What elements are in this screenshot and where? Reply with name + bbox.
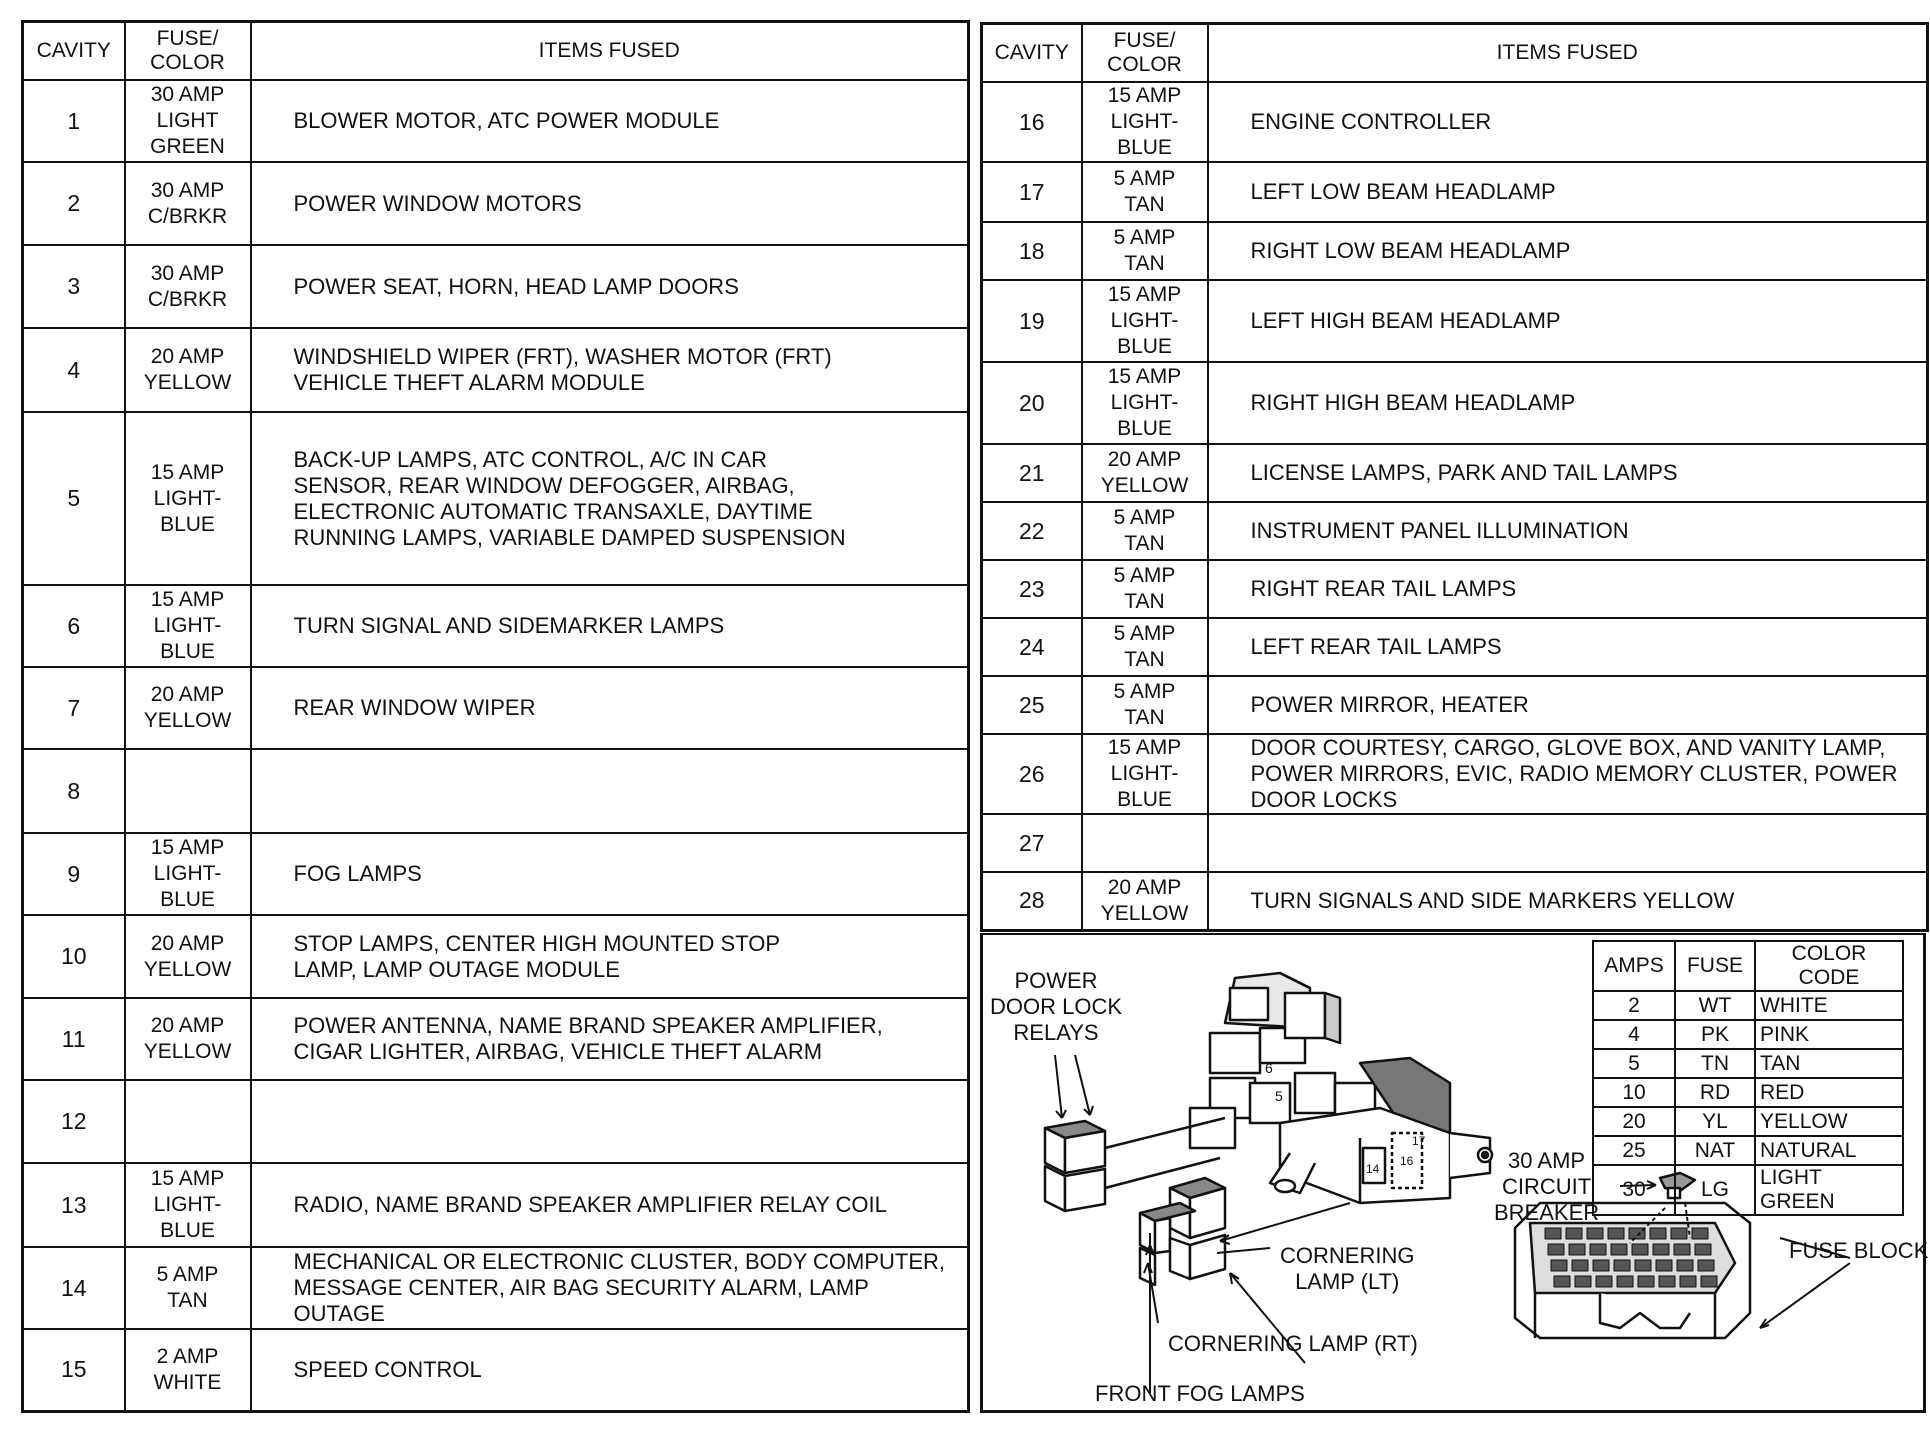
legend-amps: 25 [1593,1136,1675,1165]
items-fused: SPEED CONTROL [251,1329,969,1411]
cavity-number: 15 [23,1329,125,1411]
cavity-number: 5 [23,412,125,585]
fuse-slot [1569,1244,1585,1255]
fuse-rating: 20 AMP YELLOW [125,328,251,412]
cavity-mark-16: 16 [1400,1154,1414,1168]
table-header-row [23,22,969,81]
items-fused [1208,814,1928,872]
items-fused: REAR WINDOW WIPER [251,667,969,749]
fuse-rating: 5 AMP TAN [1082,222,1208,280]
items-fused: LEFT HIGH BEAM HEADLAMP [1208,280,1928,362]
fuse-rating: 20 AMP YELLOW [1082,872,1208,930]
legend-header-amps: AMPS [1593,941,1675,991]
items-fused: POWER ANTENNA, NAME BRAND SPEAKER AMPLIFIER, CIGAR LIGHTER, AIRBAG, VEHICLE THEFT ALARM [251,998,969,1080]
items-fused: RIGHT HIGH BEAM HEADLAMP [1208,362,1928,444]
header-cavity: CAVITY [982,24,1082,83]
table-row [23,915,969,998]
cavity-number: 26 [982,734,1082,814]
fuse-slot [1653,1244,1669,1255]
legend-row [1593,1136,1903,1165]
items-fused: LICENSE LAMPS, PARK AND TAIL LAMPS [1208,444,1928,502]
table-row [982,222,1928,280]
items-fused: POWER SEAT, HORN, HEAD LAMP DOORS [251,245,969,328]
table-header-row [982,24,1928,83]
fuse-slot [1677,1260,1693,1271]
legend-color-name: NATURAL [1755,1136,1903,1165]
items-fused: FOG LAMPS [251,833,969,915]
fuse-slot [1587,1228,1603,1239]
items-fused: LEFT LOW BEAM HEADLAMP [1208,162,1928,222]
table-row [23,80,969,162]
label-fuse-block: FUSE BLOCK [1789,1238,1929,1263]
items-fused: RIGHT LOW BEAM HEADLAMP [1208,222,1928,280]
table-row [982,444,1928,502]
fuse-slot [1656,1260,1672,1271]
fuse-rating: 15 AMP LIGHT- BLUE [125,833,251,915]
header-fuse-color: FUSE/ COLOR [1082,24,1208,83]
legend-amps: 5 [1593,1049,1675,1078]
legend-fuse-code: YL [1675,1107,1755,1136]
fuse-slot [1635,1260,1651,1271]
items-fused: POWER MIRROR, HEATER [1208,676,1928,734]
cavity-number: 19 [982,280,1082,362]
cavity-number: 25 [982,676,1082,734]
fuse-rating: 20 AMP YELLOW [125,667,251,749]
table-row [982,560,1928,618]
legend-fuse-code: PK [1675,1020,1755,1049]
fuse-slot [1614,1260,1630,1271]
table-row [23,585,969,667]
cornering-lamp-relays [1140,1178,1225,1285]
cavity-number: 12 [23,1080,125,1163]
fuse-slot [1680,1276,1696,1287]
table-row [23,1163,969,1247]
cavity-number: 24 [982,618,1082,676]
items-fused: BACK-UP LAMPS, ATC CONTROL, A/C IN CAR SENSOR, REAR WINDOW DEFOGGER, AIRBAG, ELECTRONIC AUTOMATIC TRANSAXLE, DAYTIME RUNNING LAMPS, VARIABLE DAMPED SUSPENSION [251,412,969,585]
fuse-table-left [21,20,970,1413]
fuse-slot [1551,1260,1567,1271]
legend-fuse-code: RD [1675,1078,1755,1107]
cavity-number: 14 [23,1247,125,1329]
cavity-number: 20 [982,362,1082,444]
fuse-slot [1698,1260,1714,1271]
legend-color-name: YELLOW [1755,1107,1903,1136]
legend-fuse-code: WT [1675,991,1755,1020]
legend-amps: 10 [1593,1078,1675,1107]
fuse-rating: 15 AMP LIGHT- BLUE [1082,734,1208,814]
legend-color-name: WHITE [1755,991,1903,1020]
fuse-rating [125,1080,251,1163]
fuse-slot [1554,1276,1570,1287]
fuse-slot [1650,1228,1666,1239]
cavity-number: 18 [982,222,1082,280]
table-row [982,676,1928,734]
table-row [982,82,1928,162]
fuse-rating: 20 AMP YELLOW [125,998,251,1080]
header-fuse-color: FUSE/ COLOR [125,22,251,81]
legend-fuse-code: NAT [1675,1136,1755,1165]
legend-color-name: TAN [1755,1049,1903,1078]
legend-row [1593,1020,1903,1049]
cavity-number: 28 [982,872,1082,930]
legend-row [1593,1165,1903,1215]
table-row [23,245,969,328]
table-row [23,749,969,833]
cavity-number: 23 [982,560,1082,618]
fuse-rating: 5 AMP TAN [1082,676,1208,734]
header-cavity: CAVITY [23,22,125,81]
legend-header-color-code: COLOR CODE [1755,941,1903,991]
fuse-slot [1566,1228,1582,1239]
items-fused: LEFT REAR TAIL LAMPS [1208,618,1928,676]
fuse-slot [1692,1228,1708,1239]
fuse-slot [1608,1228,1624,1239]
legend-color-name: PINK [1755,1020,1903,1049]
table-row [23,1080,969,1163]
cavity-number: 6 [23,585,125,667]
items-fused: WINDSHIELD WIPER (FRT), WASHER MOTOR (FRT) VEHICLE THEFT ALARM MODULE [251,328,969,412]
fuse-rating: 5 AMP TAN [1082,502,1208,560]
cavity-number: 17 [982,162,1082,222]
items-fused: POWER WINDOW MOTORS [251,162,969,245]
legend-header-fuse: FUSE [1675,941,1755,991]
label-power-door-lock-relays: POWER DOOR LOCK RELAYS [990,968,1123,1045]
table-row [982,618,1928,676]
items-fused: STOP LAMPS, CENTER HIGH MOUNTED STOP LAMP, LAMP OUTAGE MODULE [251,915,969,998]
cavity-number: 13 [23,1163,125,1247]
label-circuit-breaker: 30 AMP CIRCUIT BREAKER [1494,1148,1600,1225]
legend-header-row [1593,941,1903,991]
legend-row [1593,991,1903,1020]
fuse-slot [1548,1244,1564,1255]
fuse-slot [1611,1244,1627,1255]
cavity-number: 16 [982,82,1082,162]
cavity-number: 10 [23,915,125,998]
legend-fuse-code: LG [1675,1165,1755,1215]
items-fused [251,749,969,833]
fuse-rating: 30 AMP C/BRKR [125,162,251,245]
fuse-rating: 15 AMP LIGHT- BLUE [125,412,251,585]
legend-row [1593,1078,1903,1107]
fuse-slot [1695,1244,1711,1255]
table-row [982,814,1928,872]
legend-amps: 4 [1593,1020,1675,1049]
legend-amps: 2 [1593,991,1675,1020]
items-fused: RADIO, NAME BRAND SPEAKER AMPLIFIER RELAY COIL [251,1163,969,1247]
relay-housing [1190,973,1492,1203]
items-fused: RIGHT REAR TAIL LAMPS [1208,560,1928,618]
fuse-rating: 15 AMP LIGHT- BLUE [125,1163,251,1247]
fuse-rating: 15 AMP LIGHT- BLUE [125,585,251,667]
fuse-rating [125,749,251,833]
fuse-rating: 20 AMP YELLOW [125,915,251,998]
table-row [23,833,969,915]
items-fused: TURN SIGNAL AND SIDEMARKER LAMPS [251,585,969,667]
fuse-rating: 20 AMP YELLOW [1082,444,1208,502]
label-cornering-lamp-lt: CORNERING LAMP (LT) [1280,1243,1415,1294]
cavity-number: 7 [23,667,125,749]
table-row [982,502,1928,560]
table-row [23,162,969,245]
legend-color-name: RED [1755,1078,1903,1107]
fuse-slot [1638,1276,1654,1287]
table-row [982,734,1928,814]
legend-row [1593,1107,1903,1136]
items-fused: MECHANICAL OR ELECTRONIC CLUSTER, BODY COMPUTER, MESSAGE CENTER, AIR BAG SECURITY ALARM, LAMP OUTAGE [251,1247,969,1329]
cavity-number: 27 [982,814,1082,872]
table-row [982,872,1928,930]
fuse-slot [1659,1276,1675,1287]
fuse-color-legend [1592,940,1904,1216]
cavity-number: 8 [23,749,125,833]
cavity-number: 3 [23,245,125,328]
cavity-mark-5: 5 [1275,1088,1283,1104]
fuse-slot [1545,1228,1561,1239]
label-cornering-lamp-rt: CORNERING LAMP (RT) [1168,1331,1418,1356]
fuse-slot [1674,1244,1690,1255]
fuse-slot [1593,1260,1609,1271]
fuse-rating: 15 AMP LIGHT- BLUE [1082,280,1208,362]
fuse-table-right [980,22,1929,932]
cavity-number: 9 [23,833,125,915]
cavity-number: 4 [23,328,125,412]
items-fused: INSTRUMENT PANEL ILLUMINATION [1208,502,1928,560]
items-fused: ENGINE CONTROLLER [1208,82,1928,162]
table-row [982,362,1928,444]
table-row [23,1329,969,1411]
fuse-slot [1596,1276,1612,1287]
fuse-rating: 5 AMP TAN [1082,618,1208,676]
table-row [23,328,969,412]
cavity-number: 22 [982,502,1082,560]
cavity-number: 11 [23,998,125,1080]
fuse-slot [1632,1244,1648,1255]
header-items-fused: ITEMS FUSED [1208,24,1928,83]
fuse-slot [1671,1228,1687,1239]
legend-row [1593,1049,1903,1078]
fuse-rating: 5 AMP TAN [1082,560,1208,618]
cavity-number: 2 [23,162,125,245]
fuse-rating: 30 AMP C/BRKR [125,245,251,328]
items-fused: TURN SIGNALS AND SIDE MARKERS YELLOW [1208,872,1928,930]
label-front-fog-lamps: FRONT FOG LAMPS [1095,1381,1305,1406]
table-row [23,998,969,1080]
fuse-slot [1575,1276,1591,1287]
fuse-rating: 30 AMP LIGHT GREEN [125,80,251,162]
cavity-number: 1 [23,80,125,162]
table-row [23,1247,969,1329]
table-row [23,667,969,749]
legend-color-name: LIGHT GREEN [1755,1165,1903,1215]
fuse-slot [1590,1244,1606,1255]
table-row [982,280,1928,362]
table-row [982,162,1928,222]
header-items-fused: ITEMS FUSED [251,22,969,81]
fuse-slot [1572,1260,1588,1271]
legend-fuse-code: TN [1675,1049,1755,1078]
fuse-rating: 15 AMP LIGHT- BLUE [1082,362,1208,444]
legend-amps: 20 [1593,1107,1675,1136]
fuse-rating: 2 AMP WHITE [125,1329,251,1411]
fuse-rating: 15 AMP LIGHT- BLUE [1082,82,1208,162]
fuse-slot [1617,1276,1633,1287]
cavity-number: 21 [982,444,1082,502]
fuse-rating: 5 AMP TAN [125,1247,251,1329]
fuse-slot [1701,1276,1717,1287]
legend-amps: 30 [1593,1165,1675,1215]
cavity-mark-6: 6 [1265,1060,1273,1076]
table-row [23,412,969,585]
cavity-mark-17: 17 [1412,1134,1426,1148]
cavity-mark-14: 14 [1366,1162,1380,1176]
items-fused: BLOWER MOTOR, ATC POWER MODULE [251,80,969,162]
items-fused: DOOR COURTESY, CARGO, GLOVE BOX, AND VANITY LAMP, POWER MIRRORS, EVIC, RADIO MEMORY CLUSTER, POWER DOOR LOCKS [1208,734,1928,814]
fuse-rating [1082,814,1208,872]
items-fused [251,1080,969,1163]
fuse-rating: 5 AMP TAN [1082,162,1208,222]
